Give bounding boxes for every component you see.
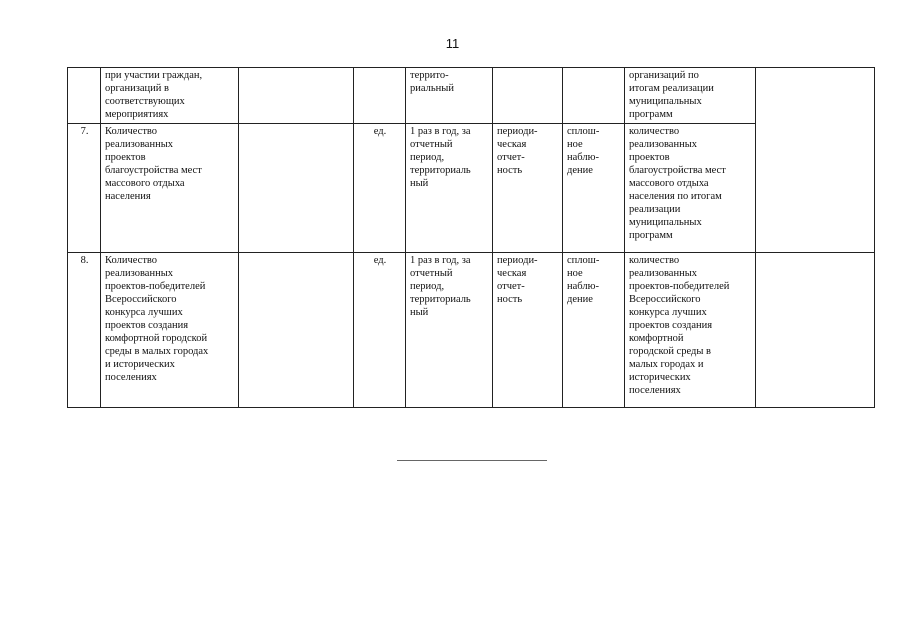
page-number: 11 (445, 36, 460, 51)
indicators-table (67, 67, 875, 408)
empty-cell (756, 253, 875, 408)
frequency-cell: 1 раз в год, за отчетный период, территориаль ный (406, 253, 493, 408)
unit-cell (354, 68, 406, 124)
collection-type-cell (493, 68, 563, 124)
collection-method-cell: сплош- ное наблю- дение (563, 124, 625, 253)
calculation-source-cell: организаций по итогам реализации муниципальных программ (625, 68, 756, 124)
collection-method-cell (563, 68, 625, 124)
empty-cell (239, 68, 354, 124)
table-row (68, 68, 875, 124)
empty-cell (239, 124, 354, 253)
indicator-name: при участии граждан, организаций в соответствующих мероприятиях (101, 68, 239, 124)
row-number: 8. (68, 253, 101, 408)
empty-cell (239, 253, 354, 408)
table-row (68, 124, 875, 253)
indicator-name: Количество реализованных проектов-победителей Всероссийского конкурса лучших проектов создания комфортной городской среды в малых городах и исторических поселениях (101, 253, 239, 408)
collection-method-cell: сплош- ное наблю- дение (563, 253, 625, 408)
separator-line (397, 460, 547, 461)
calculation-source-cell: количество реализованных проектов-победителей Всероссийского конкурса лучших проектов создания комфортной городской среды в малых городах и исторических поселениях (625, 253, 756, 408)
unit-cell: ед. (354, 124, 406, 253)
collection-type-cell: периоди- ческая отчет- ность (493, 124, 563, 253)
row-number (68, 68, 101, 124)
frequency-cell: 1 раз в год, за отчетный период, территориаль ный (406, 124, 493, 253)
table-row (68, 253, 875, 408)
frequency-cell: террито- риальный (406, 68, 493, 124)
empty-cell (756, 68, 875, 253)
collection-type-cell: периоди- ческая отчет- ность (493, 253, 563, 408)
calculation-source-cell: количество реализованных проектов благоустройства мест массового отдыха населения по итогам реализации муниципальных программ (625, 124, 756, 253)
unit-cell: ед. (354, 253, 406, 408)
row-number: 7. (68, 124, 101, 253)
indicator-name: Количество реализованных проектов благоустройства мест массового отдыха населения (101, 124, 239, 253)
